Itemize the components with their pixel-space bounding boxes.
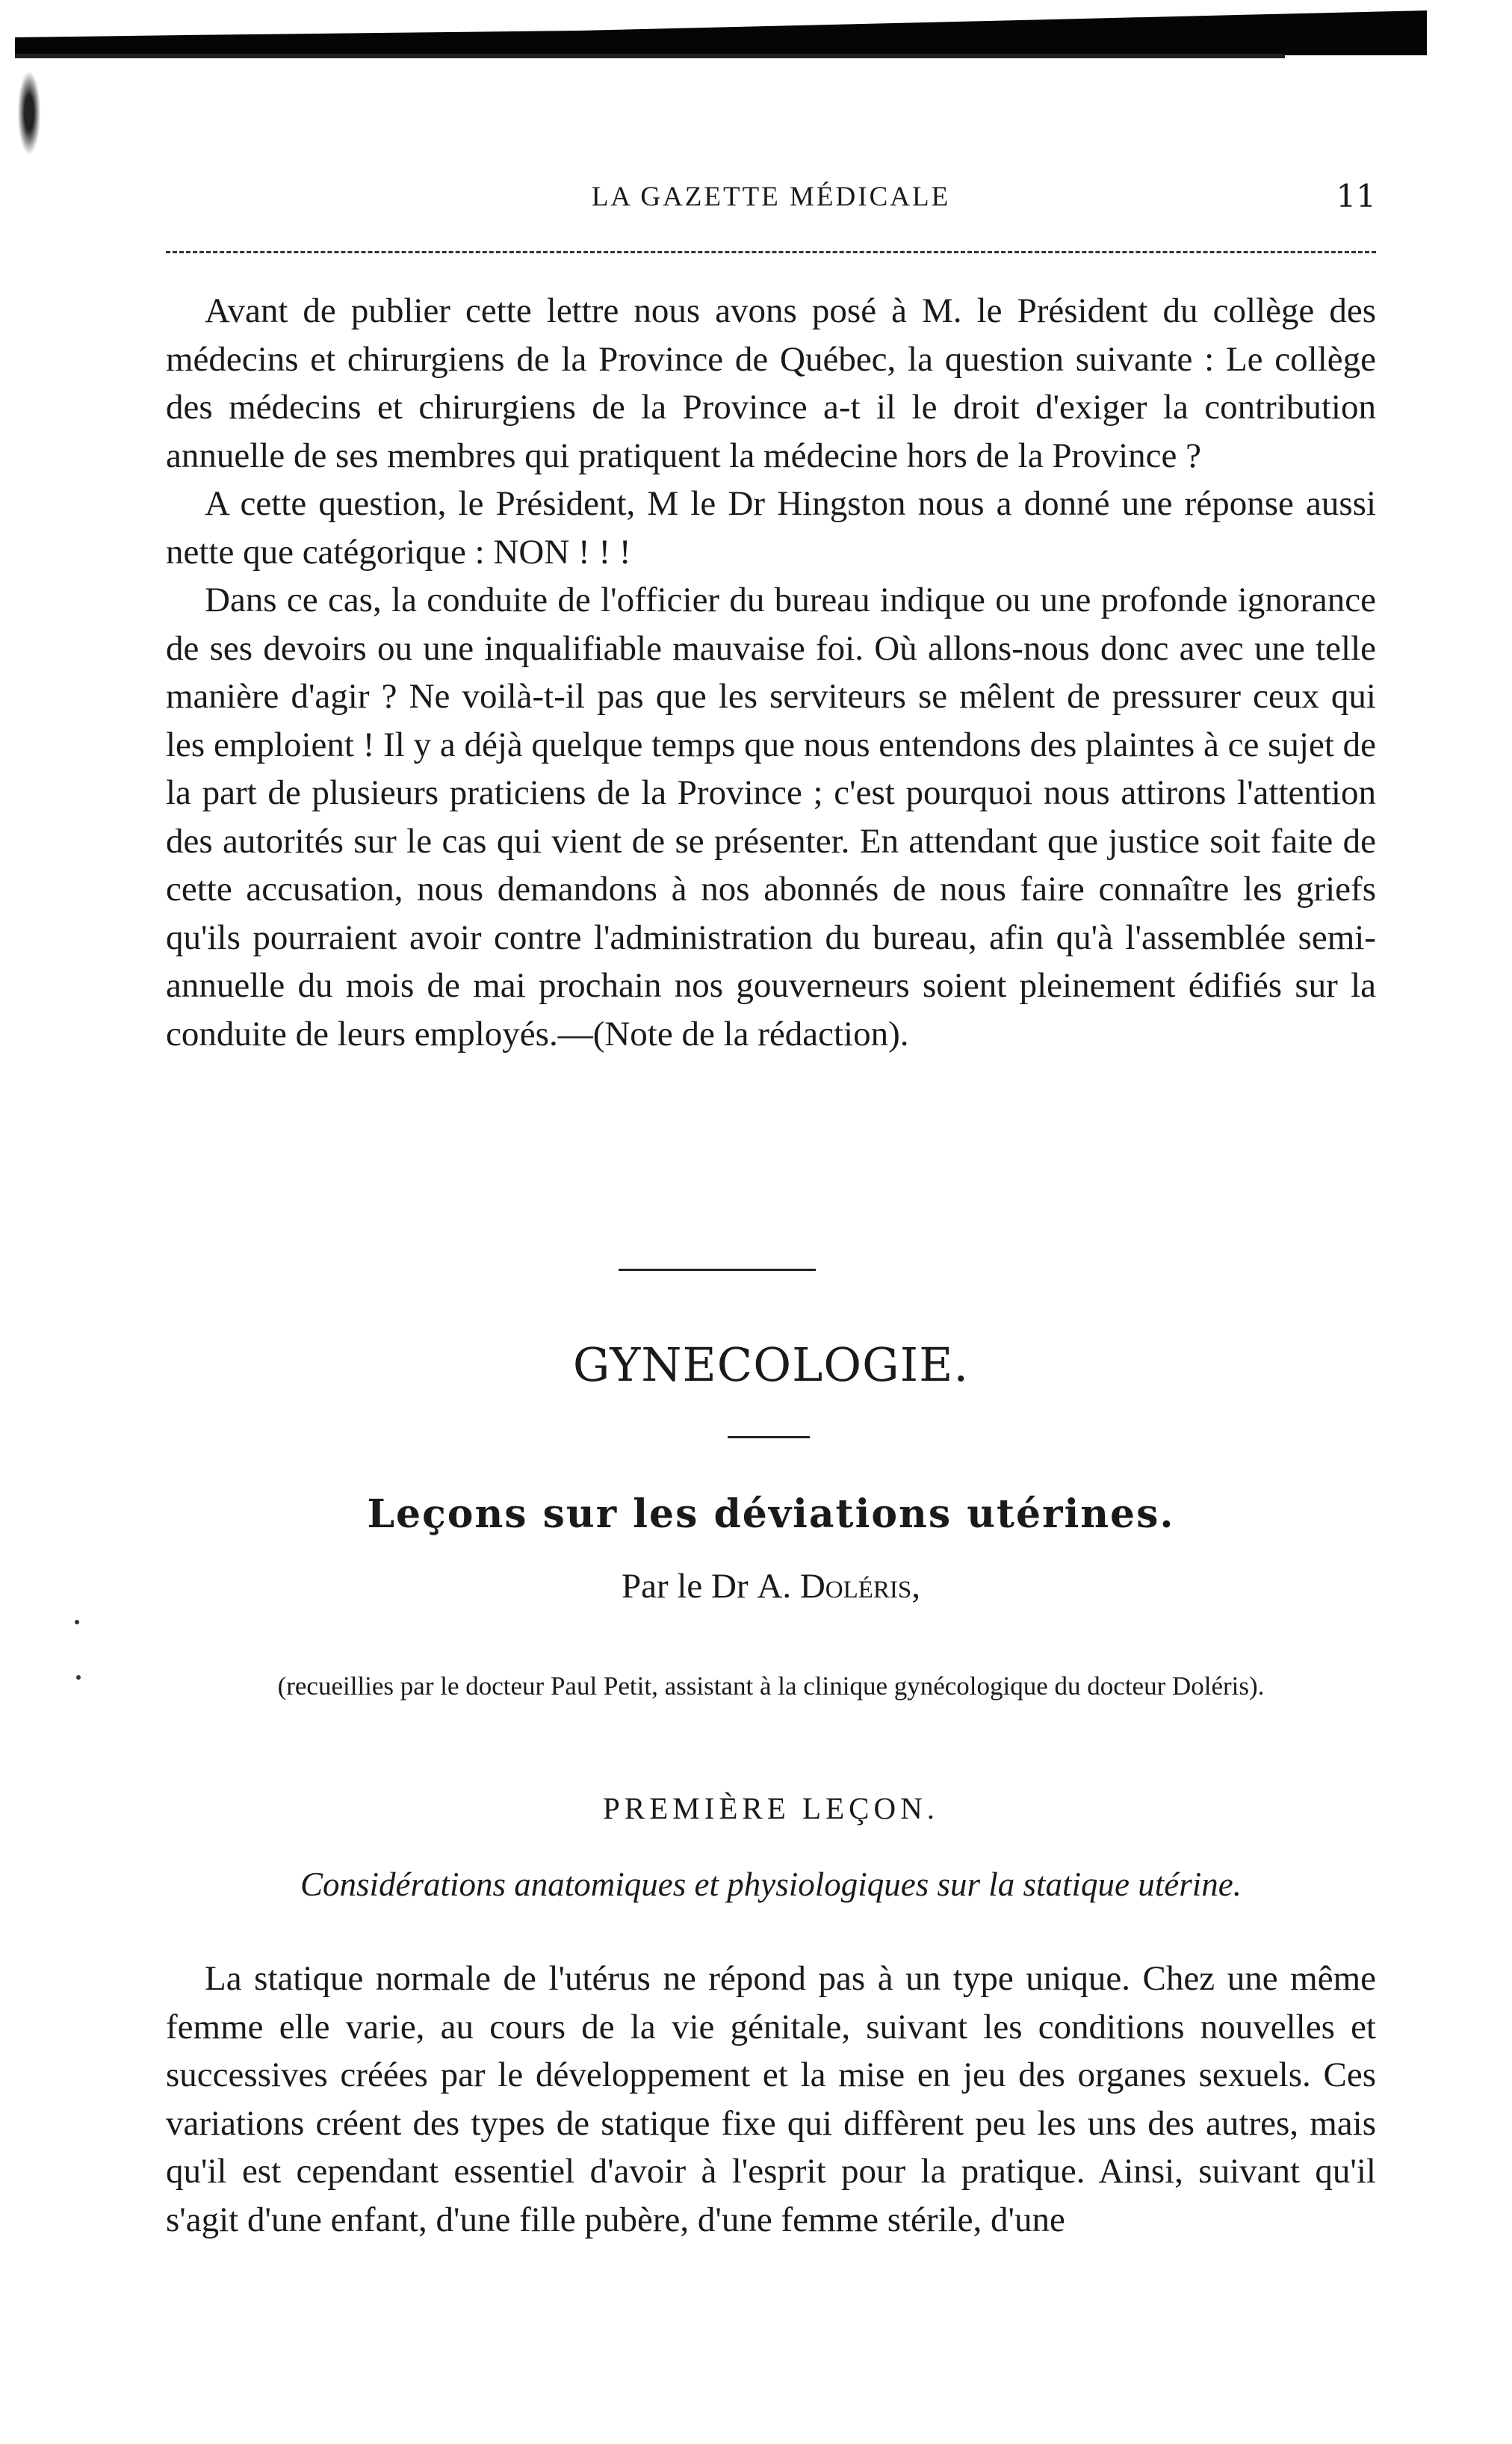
scan-border-top: [15, 10, 1427, 55]
margin-mark: [76, 1675, 81, 1680]
margin-mark: [75, 1620, 79, 1624]
paragraph: Dans ce cas, la conduite de l'officier du bureau indique ou une profonde ignorance de ses devoirs ou une inqualifiable mauvaise foi. Où allons-nous donc avec une telle manière d'agir ? Ne voilà-t-il pas que les serviteurs se mêlent de pressurer ceux qui les emploient ! Il y a déjà quelque temps que nous entendons des plaintes à ce sujet de la part de plusieurs praticiens de la Province ; c'est pourquoi nous attirons l'attention des autorités sur le cas qui vient de se présenter. En attendant que justice soit faite de cette accusation, nous demandons à nos abonnés de nous faire connaître les griefs qu'ils pourraient avoir contre l'administration du bureau, afin qu'à l'assemblée semi-annuelle du mois de mai prochain nos gouverneurs soient pleinement édifiés sur la conduite de leurs employés.—(Note de la rédaction).: [166, 581, 1376, 1054]
author-name: A. Doléris,: [757, 1567, 921, 1606]
title-divider: [728, 1436, 810, 1438]
running-head: [166, 178, 1376, 226]
lecture-title: Leçons sur les déviations utérines.: [367, 1491, 1175, 1537]
header-rule: [166, 251, 1376, 253]
scan-border-line: [15, 54, 1285, 58]
lesson-label: PREMIÈRE LEÇON.: [603, 1791, 939, 1825]
lesson-body: [166, 1955, 1376, 2244]
paragraph: A cette question, le Président, M le Dr Hingston nous a donné une réponse aussi nette que catégorique : NON ! ! !: [166, 484, 1376, 572]
collector-note: (recueillies par le docteur Paul Petit, assistant à la clinique gynécologique du docteur Doléris).: [277, 1671, 1265, 1701]
paragraph: Avant de publier cette lettre nous avons posé à M. le Président du collège des médecins et chirurgiens de la Province de Québec, la question suivante : Le collège des médecins et chirurgiens de la Province a-t il le droit d'exiger la contribution annuelle de ses membres qui pratiquent la médecine hors de la Province ?: [166, 291, 1376, 475]
section-title: GYNECOLOGIE.: [572, 1337, 970, 1392]
paragraph: La statique normale de l'utérus ne répond pas à un type unique. Chez une même femme elle varie, au cours de la vie génitale, suivant les conditions nouvelles et successives créées par le développement et la mise en jeu des organes sexuels. Ces variations créent des types de statique fixe qui diffèrent peu les uns des autres, mais qu'il est cependant essentiel d'avoir à l'esprit pour la pratique. Ainsi, suivant qu'il s'agit d'une enfant, d'une fille pubère, d'une femme stérile, d'une: [166, 1959, 1376, 2239]
lesson-subtitle: Considérations anatomiques et physiologiques sur la statique utérine.: [300, 1866, 1242, 1903]
byline: [166, 1566, 1376, 1606]
page-number: 11: [1336, 178, 1376, 214]
running-title: LA GAZETTE MÉDICALE: [591, 182, 951, 212]
byline-prefix: Par le Dr: [621, 1567, 749, 1606]
section-divider: [619, 1269, 816, 1271]
editorial-note: [166, 287, 1376, 1058]
scan-ink-blot: [18, 72, 40, 154]
